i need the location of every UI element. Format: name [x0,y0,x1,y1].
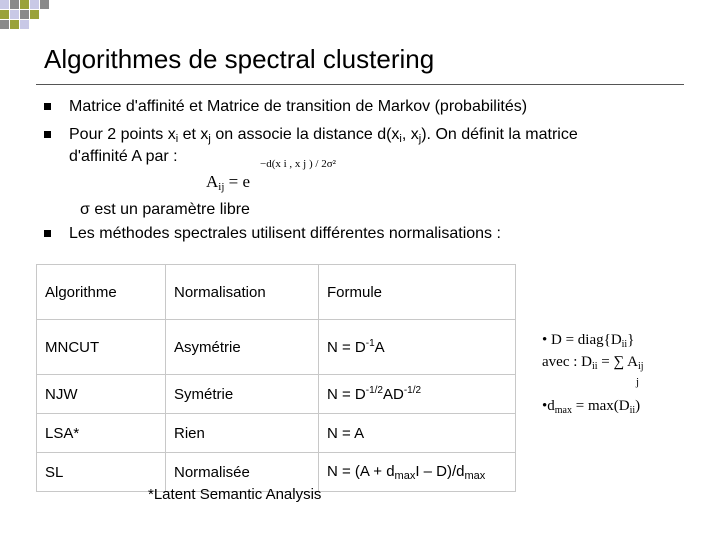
slide-title: Algorithmes de spectral clustering [44,44,435,74]
text-run: N = D [327,386,366,403]
formula-symbol: A [206,172,219,191]
deco-square [0,20,9,29]
table-cell-formula [319,320,516,375]
table-cell-norm: Rien [166,414,319,453]
deco-square [10,20,19,29]
side-note-dmax [542,398,640,416]
table-row [37,320,516,375]
text-run: N = (A + d [327,462,395,480]
bullet-marker [44,230,51,237]
subscript: ij [218,181,225,193]
deco-square [20,20,29,29]
subscript: ii [591,361,598,372]
sigma-note: σ est un paramètre libre [80,201,250,218]
deco-square [20,10,29,19]
subscript: ii [629,405,636,416]
superscript: -1 [365,338,375,349]
deco-square [30,10,39,19]
bullet-marker [44,103,51,110]
text-run: , x [401,126,419,143]
table-cell-algo: SL [37,453,166,492]
deco-square [0,10,9,19]
formula-exponent: −d(x i , x j ) / 2σ² [260,158,336,170]
text-run: A [374,339,385,356]
subscript: max [394,469,416,482]
side-note-sum-index: j [636,376,640,388]
corner-decoration [0,0,60,30]
subscript: j [418,133,422,145]
text-run: Pour 2 points x [69,126,176,143]
table-header: Formule [319,265,516,320]
deco-square [20,0,29,9]
text-run: } [627,332,635,348]
bullet-text-2-line2: d'affinité A par : [69,148,178,165]
table-cell-formula [319,375,516,414]
text-run: ) [635,398,641,414]
text-run: •d [542,398,555,414]
table-header: Algorithme [37,265,166,320]
text-run: on associe la distance d(x [210,126,400,143]
deco-square [10,0,19,9]
title-rule [36,84,684,85]
subscript: j [208,133,211,145]
table-cell-formula: N = A [319,414,516,453]
superscript: -1/2 [403,385,422,396]
superscript: -1/2 [365,385,383,396]
table-cell-norm: Asymétrie [166,320,319,375]
deco-square [30,0,39,9]
affinity-formula [206,156,366,196]
footnote: *Latent Semantic Analysis [148,486,322,503]
text-run: N = D [327,339,366,356]
text-run: AD [383,386,404,403]
table-cell-algo: MNCUT [37,320,166,375]
text-run: = max(D [571,398,630,414]
bullet-text-3: Les méthodes spectrales utilisent différentes normalisations : [69,225,501,242]
table-cell-algo: LSA* [37,414,166,453]
text-run: avec : D [542,354,592,370]
text-run: = ∑ A [597,354,638,370]
text-run: • D = diag{D [542,332,622,348]
subscript: i [399,133,402,145]
table-header-row [37,265,516,320]
normalization-table [36,264,516,492]
text-run: ). On définit la matrice [421,126,578,143]
table-header: Normalisation [166,265,319,320]
deco-square [40,0,49,9]
table-cell-formula [319,453,516,492]
bullet-marker [44,131,51,138]
subscript: ii [621,339,628,350]
table-cell-algo: NJW [37,375,166,414]
table-cell-norm: Normalisée [166,453,319,492]
text-run: I – D)/d [415,462,465,480]
bullet-text-1: Matrice d'affinité et Matrice de transition de Markov (probabilités) [69,98,528,115]
table-row [37,414,516,453]
side-note-diag [542,332,634,350]
subscript: i [175,133,179,145]
subscript: ij [637,361,644,372]
side-note-sum [542,354,644,372]
subscript: max [464,469,486,482]
table-cell-norm: Symétrie [166,375,319,414]
formula-eq: = e [224,172,251,191]
subscript: max [554,405,572,416]
deco-square [10,10,19,19]
text-run: et x [178,126,209,143]
deco-square [0,0,9,9]
table-row [37,375,516,414]
formula-lhs [206,172,250,193]
